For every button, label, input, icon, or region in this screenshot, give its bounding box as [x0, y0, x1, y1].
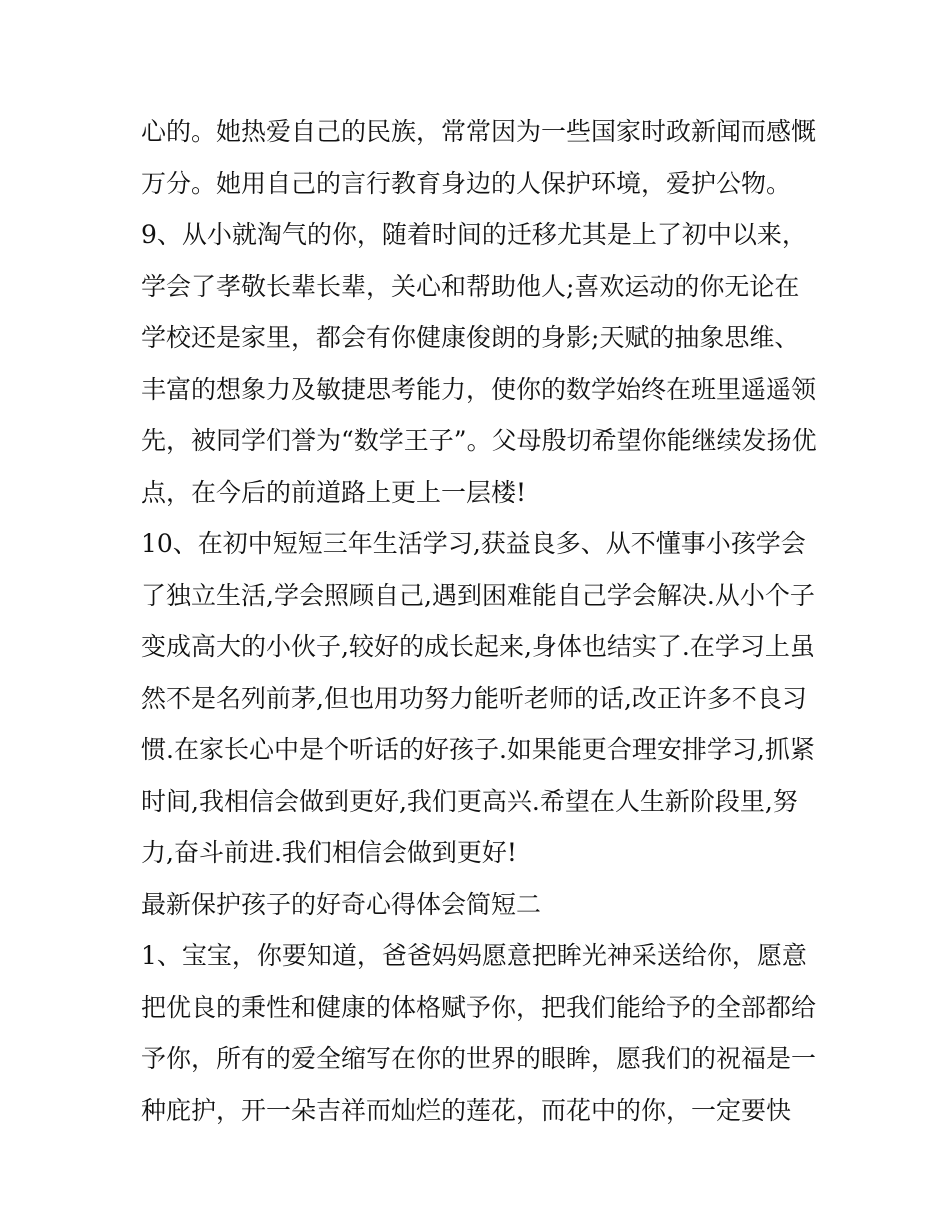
document-body — [141, 106, 821, 1136]
text-line: 学校还是家里，都会有你健康俊朗的身影;天赋的抽象思维、 — [141, 323, 800, 352]
text-line: 学会了孝敬长辈长辈，关心和帮助他人;喜欢运动的你无论在 — [141, 271, 800, 301]
text-line: 变成高大的小伙子,较好的成长起来,身体也结实了.在学习上虽 — [141, 632, 815, 661]
text-line: 时间,我相信会做到更好,我们更高兴.希望在人生新阶段里,努 — [141, 786, 798, 816]
text-line: 先，被同学们誉为“数学王子”。父母殷切希望你能继续发扬优 — [141, 426, 817, 455]
text-line: 万分。她用自己的言行教育身边的人保护环境，爱护公物。 — [141, 168, 792, 198]
text-line: 了独立生活,学会照顾自己,遇到困难能自己学会解决.从小个子 — [141, 580, 815, 610]
text-line: 心的。她热爱自己的民族，常常因为一些国家时政新闻而感慨 — [141, 117, 817, 146]
text-line: 1、宝宝，你要知道，爸爸妈妈愿意把眸光神采送给你，愿意 — [141, 941, 807, 970]
text-line: 9、从小就淘气的你，随着时间的迁移尤其是上了初中以来， — [141, 220, 807, 249]
text-line: 种庇护，开一朵吉祥而灿烂的莲花，而花中的你，一定要快 — [141, 1095, 792, 1125]
section-heading: 最新保护孩子的好奇心得体会简短二 — [141, 889, 542, 919]
text-line: 予你，所有的爱全缩写在你的世界的眼眸，愿我们的祝福是一 — [141, 1044, 817, 1073]
text-line: 把优良的秉性和健康的体格赋予你，把我们能给予的全部都给 — [141, 992, 817, 1022]
text-line: 然不是名列前茅,但也用功努力能听老师的话,改正许多不良习 — [141, 683, 807, 713]
text-line: 丰富的想象力及敏捷思考能力，使你的数学始终在班里遥遥领 — [141, 374, 817, 404]
text-line: 力,奋斗前进.我们相信会做到更好! — [141, 838, 517, 867]
text-line: 点，在今后的前道路上更上一层楼! — [141, 477, 527, 507]
text-line: 惯.在家长心中是个听话的好孩子.如果能更合理安排学习,抓紧 — [141, 735, 815, 764]
text-line: 10、在初中短短三年生活学习,获益良多、从不懂事小孩学会 — [141, 529, 806, 558]
